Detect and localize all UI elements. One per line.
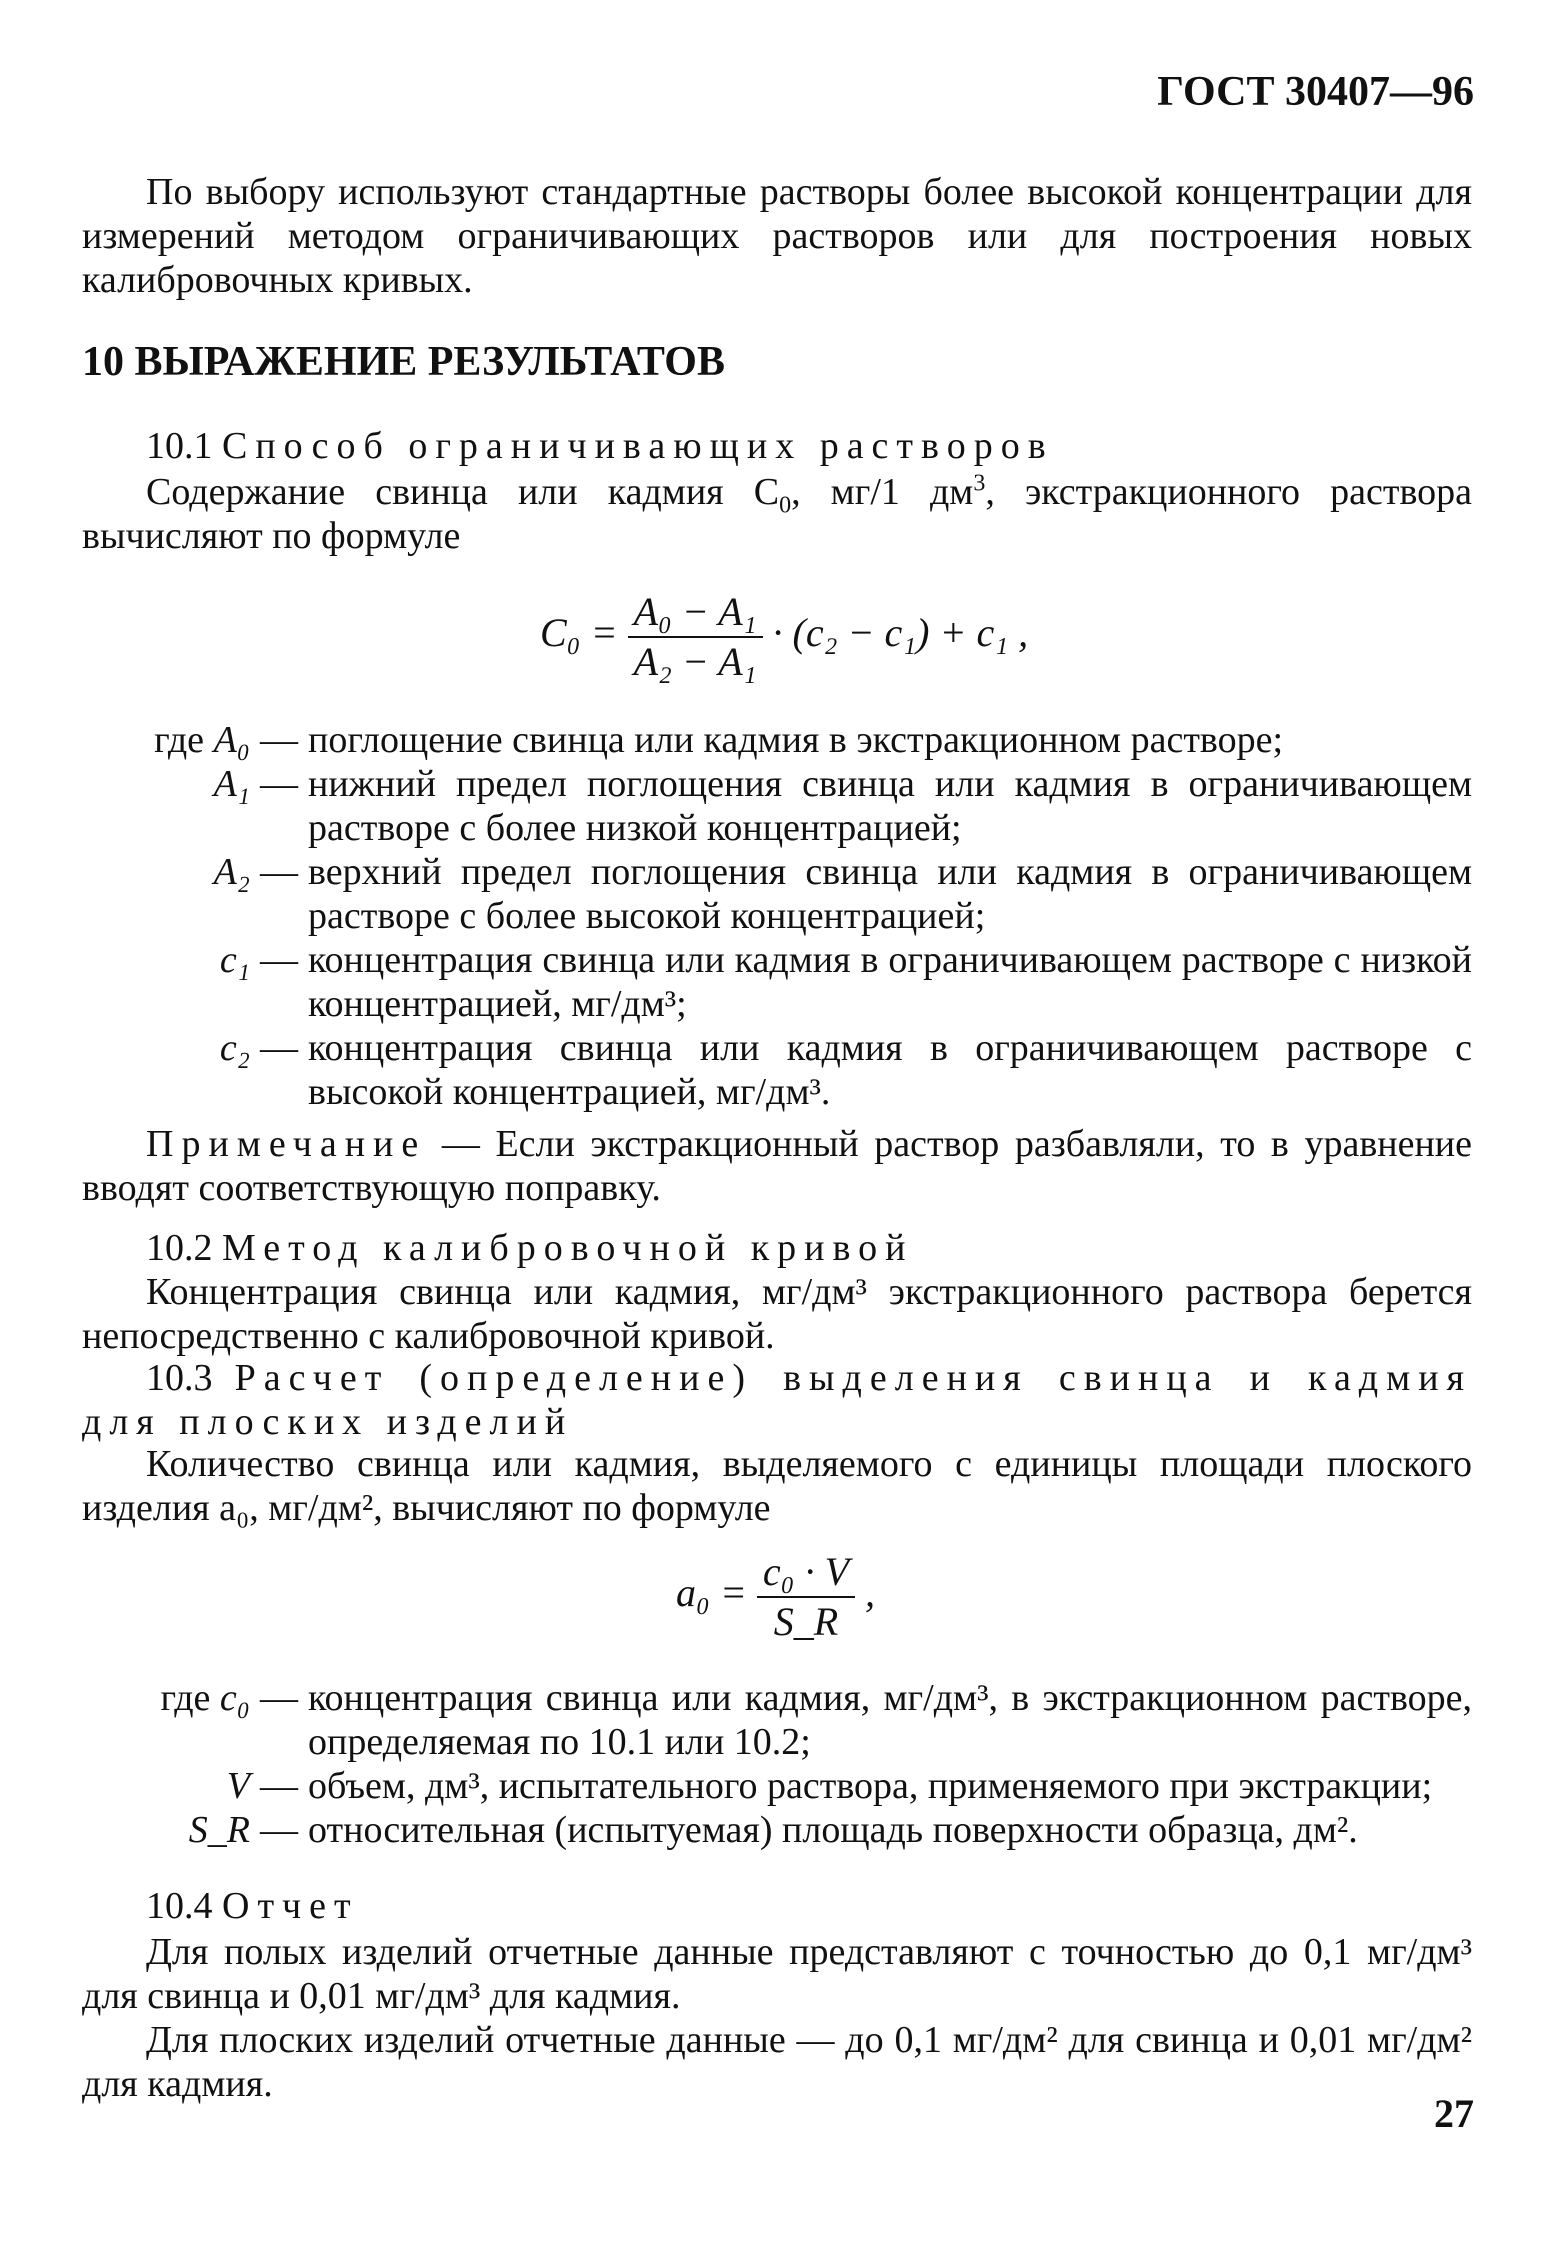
- formula-a0: [676, 1550, 875, 1644]
- definition-row: где c₀ — концентрация свинца или кадмия, мг/дм³, в экстракционном растворе, определяемая по 10.1 или 10.2;: [160, 1677, 1472, 1763]
- subsection-number: 10.2: [146, 1227, 213, 1269]
- definition-row: S_R — относительная (испытуемая) площадь поверхности образца, дм².: [188, 1809, 1358, 1851]
- subsection-10-1-text: Содержание свинца или кадмия $C_0$, мг/1 $дм^3$, экстракционного раствора вычисляют по формуле: [82, 470, 1472, 557]
- intro-paragraph: По выбору используют стандартные растворы более высокой концентрации для измерений методом ограничивающих растворов или для построения новых калибровочных кривых.: [82, 171, 1472, 301]
- subsection-10-1-heading: [82, 424, 1472, 468]
- subsection-number: 10.3: [146, 1357, 213, 1399]
- subsection-10-4-para2: Для плоских изделий отчетные данные — до 0,1 мг/дм² для свинца и 0,01 мг/дм² для кадмия.: [82, 2019, 1472, 2105]
- subsection-title: Отчет: [222, 1885, 359, 1927]
- subsection-10-2-text: Концентрация свинца или кадмия, мг/дм³ экстракционного раствора берется непосредственно с калибровочной кривой.: [82, 1271, 1472, 1357]
- subsection-number: 10.4: [146, 1885, 213, 1927]
- definitions-list-2: [82, 1676, 1472, 1852]
- subsection-10-3-heading: [82, 1356, 1472, 1444]
- subsection-title: Способ ограничивающих растворов: [222, 425, 1054, 467]
- definition-row: A₂ — верхний предел поглощения свинца или кадмия в ограничивающем растворе с более высокой концентрацией;: [213, 851, 1472, 937]
- subsection-number: 10.1: [146, 425, 213, 467]
- formula-denominator: A₂ − A₁: [633, 639, 757, 684]
- definition-row: c₁ — концентрация свинца или кадмия в ограничивающем растворе с низкой концентрацией, мг/дм³;: [219, 939, 1472, 1025]
- definition-row: V — объем, дм³, испытательного раствора, применяемого при экстракции;: [226, 1765, 1433, 1807]
- definition-row: где A₀ — поглощение свинца или кадмия в экстракционном растворе;: [154, 719, 1284, 761]
- subsection-10-3-text: Количество свинца или кадмия, выделяемого с единицы площади плоского изделия a₀, мг/дм², вычисляют по формуле: [82, 1443, 1472, 1529]
- formula-denominator: S_R: [773, 1599, 839, 1644]
- formula-numerator: c₀ · V: [757, 1550, 855, 1598]
- note-label: Примечание: [146, 1123, 427, 1165]
- definition-row: A₁ — нижний предел поглощения свинца или кадмия в ограничивающем растворе с более низкой концентрацией;: [213, 763, 1472, 849]
- note-paragraph: [82, 1122, 1472, 1210]
- formula-fraction: [628, 590, 763, 684]
- definitions-list-1: [82, 718, 1472, 1114]
- formula-fraction: [757, 1550, 855, 1644]
- definition-row: c₂ — концентрация свинца или кадмия в ограничивающем растворе с высокой концентрацией, мг/дм³.: [219, 1027, 1472, 1113]
- subsection-title: Метод калибровочной кривой: [222, 1227, 914, 1269]
- formula-tail: · (c₂ − c₁) + c₁ ,: [772, 610, 1029, 656]
- subsection-10-4-heading: [82, 1884, 1472, 1928]
- document-code: ГОСТ 30407—96: [1157, 69, 1474, 115]
- formula-lhs: C₀ =: [540, 610, 618, 656]
- section-heading: 10 ВЫРАЖЕНИЕ РЕЗУЛЬТАТОВ: [82, 339, 725, 385]
- page-number: 27: [1434, 2091, 1474, 2136]
- formula-tail: ,: [865, 1570, 875, 1616]
- formula-numerator: A₀ − A₁: [628, 590, 763, 638]
- subsection-10-4-para1: Для полых изделий отчетные данные представляют с точностью до 0,1 мг/дм³ для свинца и 0,01 мг/дм³ для кадмия.: [82, 1931, 1472, 2017]
- note-text: — Если экстракционный раствор разбавляли, то в уравнение вводят соответствующую поправку.: [82, 1123, 1473, 1209]
- formula-lhs: a₀ =: [676, 1570, 747, 1616]
- subsection-10-2-heading: [82, 1226, 1472, 1270]
- subsection-title: Расчет (определение) выделения свинца и кадмия для плоских изделий: [82, 1357, 1473, 1443]
- formula-c0: [540, 590, 1028, 684]
